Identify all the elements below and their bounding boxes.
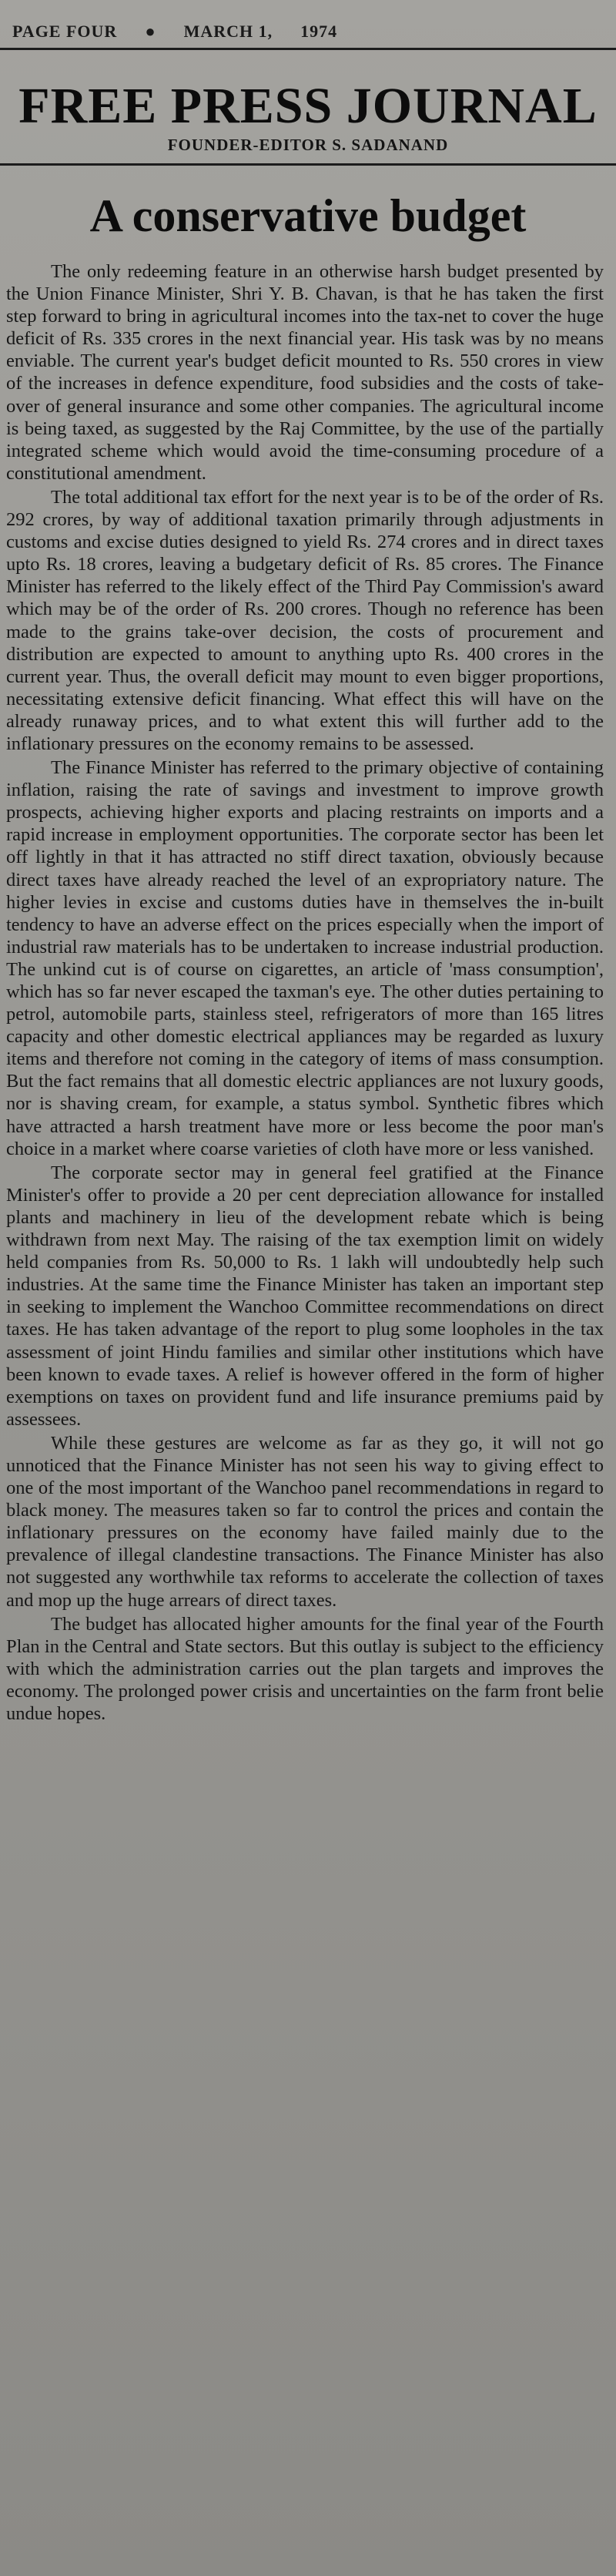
paragraph: The total additional tax effort for the next year is to be of the order of Rs. 292 crores, by way of additional taxation primarily through adjustments in customs and excise duties designed to yield Rs. 274 crores and in direct taxes upto Rs. 18 crores, leaving a budgetary deficit of Rs. 85 crores. The Finance Minister has referred to the likely effect of the Third Pay Commission's award which may be of the order of Rs. 200 crores. Though no reference has been made to the grains take-over decision, the costs of procurement and distribution are expected to amount to anything upto Rs. 400 crores in the current year. Thus, the overall deficit may mount to even bigger proportions, necessitating extensive deficit financing. What effect this will have on the already runaway prices, and to what extent this will further add to the inflationary pressures on the economy remains to be assessed. <box>6 486 604 754</box>
paragraph: The corporate sector may in general feel gratified at the Finance Minister's offer to provide a 20 per cent depreciation allowance for installed plants and machinery in lieu of the development rebate which is being withdrawn from next May. The raising of the tax exemption limit on widely held companies from Rs. 50,000 to Rs. 1 lakh will undoubtedly help such industries. At the same time the Finance Minister has taken an important step in seeking to implement the Wanchoo Committee recommendations on direct taxes. He has taken advantage of the report to plug some loopholes in the tax assessment of joint Hindu families and similar other institutions which have been known to evade taxes. A relief is however offered in the form of higher exemptions on taxes on provident fund and life insurance premiums paid by assessees. <box>6 1162 604 1430</box>
paragraph: The budget has allocated higher amounts for the final year of the Fourth Plan in the Central and State sectors. But this outlay is subject to the efficiency with which the administration carries out the plan targets and improves the economy. The prolonged power crisis and uncertainties on the farm front belie undue hopes. <box>6 1613 604 1724</box>
masthead-rule <box>0 163 616 166</box>
paragraph: The Finance Minister has referred to the primary objective of containing inflation, raising the rate of savings and investment to improve growth prospects, achieving higher exports and placing restraints on imports and a rapid increase in employment opportunities. The corporate sector has been let off lightly in that it has attracted no stiff direct taxation, obviously because direct taxes have already reached the level of an expropriatory nature. The higher levies in excise and customs duties have in themselves the in-built tendency to have an adverse effect on the prices especially when the import of industrial raw materials has to be undertaken to increase industrial production. The unkind cut is of course on cigarettes, an article of 'mass consumption', which has so far never escaped the taxman's eye. The other duties pertaining to petrol, automobile parts, stainless steel, refrigerators of more than 165 litres capacity and other domestic electrical appliances may be regarded as luxury items and therefore not coming in the category of items of mass consumption. But the fact remains that all domestic electric appliances are not luxury goods, nor is shaving cream, for example, a status symbol. Synthetic fibres which have attracted a harsh treatment have more or less become the poor man's choice in a market where coarse varieties of cloth have more or less vanished. <box>6 757 604 1159</box>
article-headline: A conservative budget <box>89 190 527 241</box>
paragraph: The only redeeming feature in an otherwise harsh budget presented by the Union Finance Minister, Shri Y. B. Chavan, is that he has taken the first step forward to bring in agricultural incomes into the tax-net to cover the huge deficit of Rs. 335 crores in the next financial year. His task was by no means enviable. The current year's budget deficit mounted to Rs. 550 crores in view of the increases in defence expenditure, food subsidies and the costs of take-over of general insurance and some other companies. The agricultural income is being taxed, as suggested by the Raj Committee, by the use of the partially integrated scheme which would avoid the time-consuming procedure of a constitutional amendment. <box>6 261 604 484</box>
page-number: PAGE FOUR <box>12 22 118 41</box>
issue-year: 1974 <box>300 22 338 41</box>
paragraph: While these gestures are welcome as far as they go, it will not go unnoticed that the Finance Minister has not seen his way to giving effect to one of the most important of the Wanchoo panel recommendations in regard to black money. The measures taken so far to control the prices and contain the inflationary pressures on the economy have failed mainly due to the prevalence of illegal clandestine transactions. The Finance Minister has also not suggested any worthwhile tax reforms to accelerate the collection of taxes and mop up the huge arrears of direct taxes. <box>6 1432 604 1611</box>
masthead-title: FREE PRESS JOURNAL <box>18 78 598 134</box>
masthead-founder: FOUNDER-EDITOR S. SADANAND <box>167 136 449 154</box>
header-rule <box>0 48 616 50</box>
header-bullet: ● <box>145 22 156 41</box>
page-header <box>12 22 585 42</box>
article-body <box>6 260 604 1725</box>
issue-date: MARCH 1, <box>183 22 273 41</box>
